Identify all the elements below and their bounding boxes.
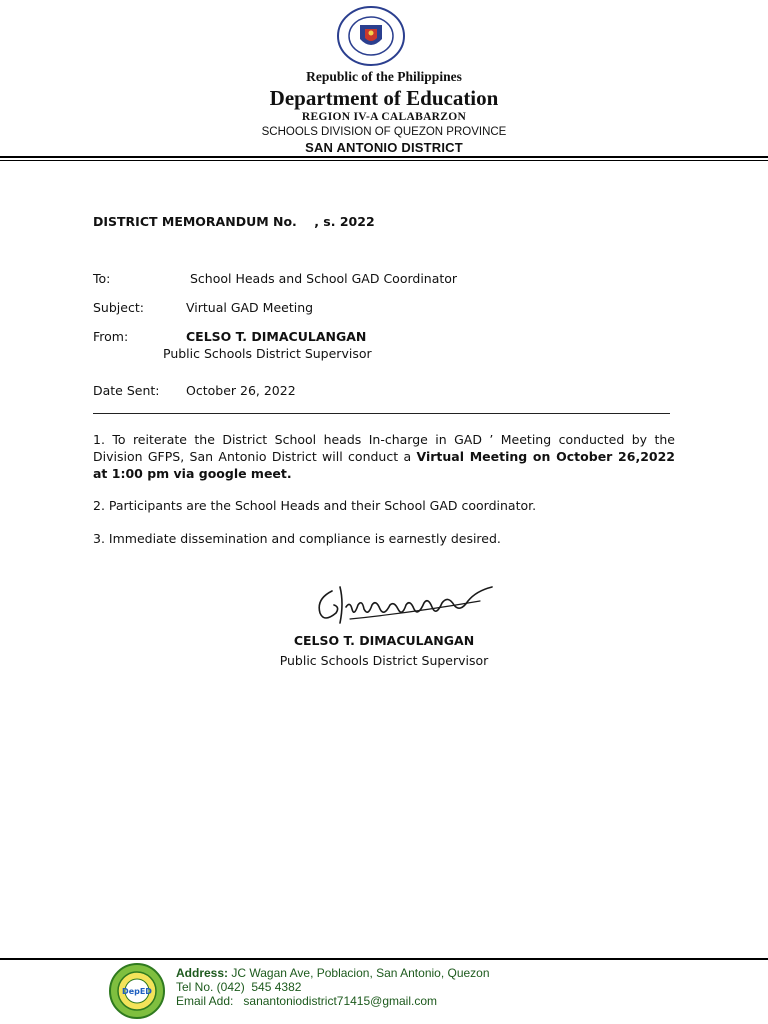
paragraph-1-text: 1. To reiterate the District School heads In-charge in GAD ’ Meeting conducted by the Division GFPS, San Antonio District will conduct a [93, 432, 675, 464]
footer-address [176, 966, 490, 980]
footer-address-label: Address: [176, 966, 229, 980]
subject-label: Subject: [93, 300, 144, 315]
handwritten-signature [310, 577, 500, 637]
header-division: SCHOOLS DIVISION OF QUEZON PROVINCE [261, 126, 507, 138]
memo-number: DISTRICT MEMORANDUM No. , s. 2022 [93, 214, 375, 229]
footer-email [176, 994, 437, 1008]
from-label: From: [93, 329, 129, 344]
subject-value: Virtual GAD Meeting [186, 300, 314, 315]
header-republic: Republic of the Philippines [306, 69, 462, 84]
paragraph-3: 3. Immediate dissemination and compliance is earnestly desired. [93, 531, 501, 546]
signatory-name: CELSO T. DIMACULANGAN [293, 633, 475, 648]
footer-logo-text: DepED [122, 987, 152, 996]
footer-email-value: sanantoniodistrict71415@gmail.com [243, 994, 438, 1008]
date-value: October 26, 2022 [186, 383, 296, 398]
signatory-position: Public Schools District Supervisor [279, 653, 489, 668]
paragraph-1 [93, 431, 675, 482]
header-region: REGION IV-A CALABARZON [301, 111, 467, 123]
date-label: Date Sent: [93, 383, 160, 398]
header-district: SAN ANTONIO DISTRICT [305, 140, 463, 155]
footer-divider [0, 958, 768, 960]
footer-email-label: Email Add: [176, 994, 234, 1008]
deped-district-logo [109, 963, 165, 1019]
deped-seal-logo [336, 5, 406, 67]
header-department: Department of Education [269, 86, 499, 110]
from-name: CELSO T. DIMACULANGAN [186, 329, 367, 344]
memo-divider [93, 413, 670, 414]
from-position: Public Schools District Supervisor [163, 346, 372, 361]
paragraph-2: 2. Participants are the School Heads and their School GAD coordinator. [93, 498, 537, 513]
header-divider [0, 156, 768, 161]
footer-tel: Tel No. (042) 545 4382 [176, 980, 302, 994]
to-value: School Heads and School GAD Coordinator [190, 271, 458, 286]
paragraph-1-bold: Virtual Meeting on October 26,2022 at 1:00 pm via google meet. [93, 449, 675, 481]
footer-address-value: JC Wagan Ave, Poblacion, San Antonio, Quezon [231, 966, 490, 980]
to-label: To: [93, 271, 111, 286]
